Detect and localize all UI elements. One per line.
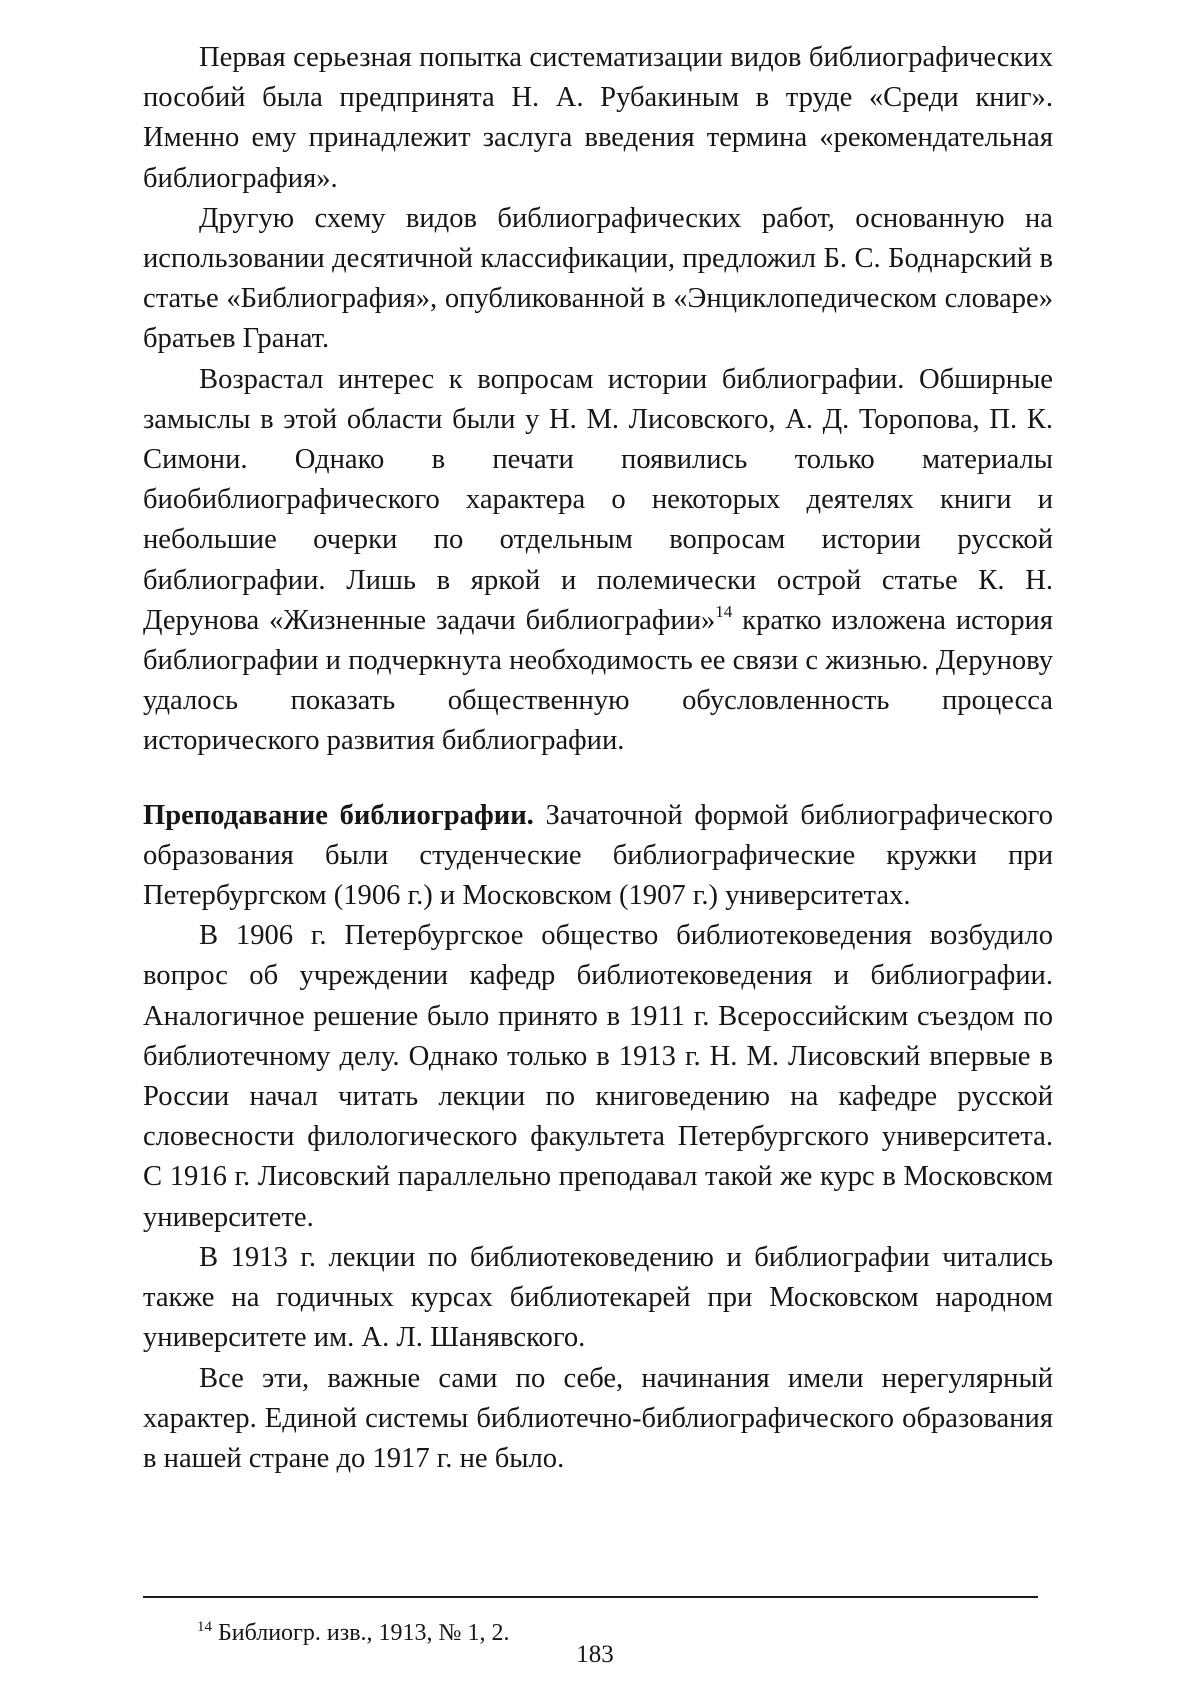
footnote-text: Библиогр. изв., 1913, № 1, 2.	[218, 1620, 510, 1646]
footnote-mark: 14	[197, 1619, 212, 1635]
paragraph-history-text-1: Возрастал интерес к вопросам истории библиографии. Обширные замыслы в этой области были у Н. М. Лисовского, А. Д. Торопова, П. К. Симони. Однако в печати появились только материалы биобиблиографического характера о некоторых деятелях книги и небольшие очерки по отдельным вопросам истории русской библиографии. Лишь в яркой и полемически острой статье К. Н. Дерунова «Жизненные задачи библиографии»	[143, 363, 1053, 636]
paragraph-bodnarsky: Другую схему видов библиографических работ, основанную на использовании десятичной классификации, предложил Б. С. Боднарский в статье «Библиография», опубликованной в «Энциклопедическом словаре» братьев Гранат.	[143, 202, 1053, 355]
paragraph-rubakin: Первая серьезная попытка систематизации видов библиографических пособий была предпринята Н. А. Рубакиным в труде «Среди книг». Именно ему принадлежит заслуга введения термина «рекомендательная библиография».	[143, 42, 1053, 194]
footnote-divider	[143, 1596, 1038, 1598]
paragraph-1906-society: В 1906 г. Петербургское общество библиотековедения возбудило вопрос об учреждении кафедр библиотековедения и библиографии. Аналогичное решение было принято в 1911 г. Всероссийским съездом по библиотечному делу. Однако только в 1913 г. Н. М. Лисовский впервые в России начал читать лекции по книговедению на кафедре русской словесности филологического факультета Петербургского университета. С 1916 г. Лисовский параллельно преподавал такой же курс в Московском университете.	[143, 920, 1053, 1233]
paragraph-history-text-2: кратко изложена история библиографии и подчеркнута необходимость ее связи с жизнью. Дерунову удалось показать общественную обусловленность процесса исторического развития библиографии.	[143, 604, 1053, 757]
page-text	[143, 38, 1053, 1479]
paragraph-1913-lectures: В 1913 г. лекции по библиотековедению и библиографии читались также на годичных курсах библиотекарей при Московском народном университете им. А. Л. Шанявского.	[143, 1241, 1053, 1354]
section-heading: Преподавание библиографии.	[143, 799, 534, 831]
paragraph-irregular: Все эти, важные сами по себе, начинания имели нерегулярный характер. Единой системы библиотечно-библиографического образования в нашей стране до 1917 г. не было.	[143, 1362, 1053, 1474]
paragraph-history-interest	[143, 360, 1053, 762]
paragraph-teaching-text: Зачаточной формой библиографического образования были студенческие библиографические кружки при Петербургском (1906 г.) и Московском (1907 г.) университетах.	[143, 799, 1053, 912]
paragraph-teaching	[143, 796, 1053, 917]
footnote-reference: 14	[715, 601, 733, 621]
page-number: 183	[576, 1641, 614, 1668]
